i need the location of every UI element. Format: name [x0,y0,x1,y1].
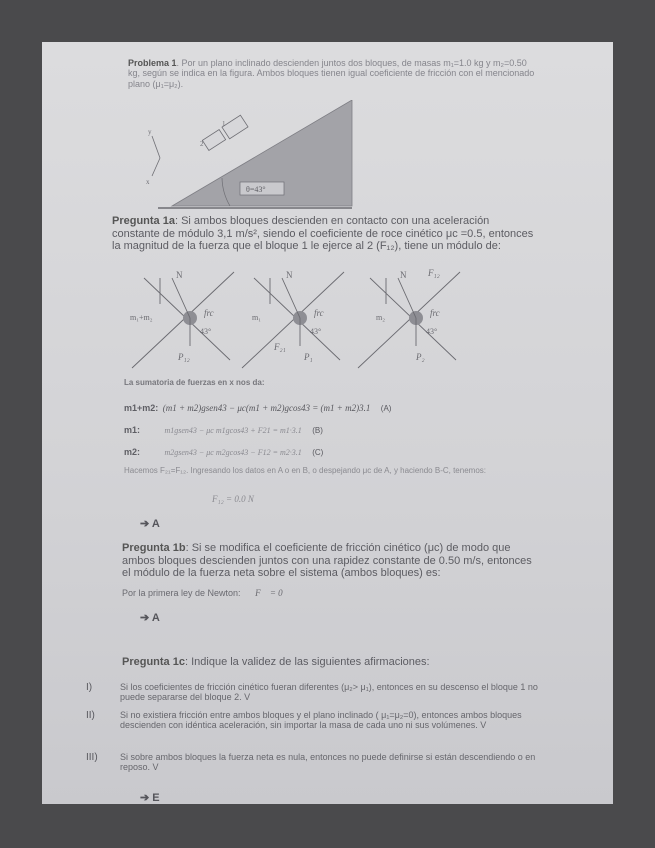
equation-2-expr: m1gsen43 − μc m1gcos43 + F21 = m1·3.1 [164,426,302,435]
sum-heading: La sumatoria de fuerzas en x nos da: [124,378,265,387]
incline-figure [138,100,378,220]
result-formula: F₁₂ = 0.0 N [212,494,254,504]
q1a-heading: Pregunta 1a [112,215,175,227]
q1b-answer: ➔ A [140,612,160,624]
fbd-3-normal: N [400,270,407,280]
fbd-2-friction: frc [314,308,324,318]
equation-1-expr: (m1 + m2)gsen43 − μc(m1 + m2)gcos43 = (m1 + m2)3.1 [162,403,371,413]
equation-row-1 [124,398,544,416]
q1c-paragraph: Pregunta 1c: Indique la validez de las siguientes afirmaciones: [122,656,430,668]
block-2-label: 2 [200,140,204,148]
fbd-2-normal: N [286,270,293,280]
q1c-item-3-text: Si sobre ambos bloques la fuerza neta es nula, entonces no puede definirse si están descendiendo o en reposo. V [120,752,536,773]
x-axis-label: x [146,178,150,186]
fbd-2-angle: 43° [310,327,322,336]
angle-label: θ=43° [246,185,266,194]
problem1-text: Por un plano inclinado descienden juntos dos bloques, de masas m₁=1.0 kg y m₂=0.50 kg, según se indica en la figura. Ambos bloques tienen igual coeficiente de fricción con el mencionado plano (μ₁=μ₂). [128,58,535,89]
q1a-answer: ➔ A [140,518,160,530]
fbd-2 [242,270,344,368]
problem1-heading: Problema 1 [128,58,177,68]
equation-3-label: m2: [124,447,141,457]
q1c-item-1-text: Si los coeficientes de fricción cinético fueran diferentes (μ₂> μ₁), entonces en su descenso el bloque 1 no puede separarse del bloque 2. V [120,682,538,703]
q1c-heading: Pregunta 1c [122,656,185,668]
q1c-item-1-num: I) [86,682,93,693]
q1c-item-2-num: II) [86,710,95,721]
equation-row-3 [124,442,544,460]
solve-text: Hacemos F₂₁=F₁₂. Ingresando los datos en A o en B, o despejando μc de A, y haciendo B-C, tenemos: [124,466,486,475]
fbd-1-angle: 43° [200,327,212,336]
x-axis [152,158,160,176]
q1a-paragraph: Pregunta 1a: Si ambos bloques descienden en contacto con una aceleración constante de módulo 3,1 m/s², siendo el coeficiente de roce cinético μc =0.5, entonces la magnitud de la fuerza que el bloque 1 le ejerce al 2 (F₁₂), tiene un módulo de: [112,215,534,253]
q1b-newton-row [122,588,290,598]
document-page [42,42,613,804]
equation-1-label: m1+m2: [124,403,159,413]
q1c-text: Indique la validez de las siguientes afirmaciones: [191,656,430,668]
equation-3-expr: m2gsen43 − μc m2gcos43 − F12 = m2·3.1 [164,448,302,457]
fbd-3-contact: F₁₂ [428,268,440,278]
fbd-2-mass: m₁ [252,313,262,322]
fbd-1 [130,270,234,368]
fbd-2-weight: P₁ [304,352,313,362]
q1c-item-3-num: III) [86,752,98,763]
y-axis-label: y [148,128,152,136]
q1b-text: Si se modifica el coeficiente de fricción cinético (μc) de modo que ambos bloques descienden juntos con una rapidez constante de 0.50 m/s, entonces el módulo de la fuerza neta sobre el sistema (ambos bloques) es: [122,542,532,580]
y-axis [152,136,160,158]
fbd-3 [358,268,460,368]
block-1-label: 1 [222,120,226,128]
fbd-1-weight: P₁₂ [178,352,190,362]
q1c-item-2-text: Si no existiera fricción entre ambos bloques y el plano inclinado ( μ₁=μ₂=0), entonces ambos bloques descienden con idéntica aceleración, sin importar la masa de cada uno ni sus volúmenes. V [120,710,522,731]
q1c-answer: ➔ E [140,792,160,804]
fbd-1-normal: N [176,270,183,280]
equation-2-label: m1: [124,425,141,435]
free-body-diagrams [130,264,480,374]
q1b-newton: Por la primera ley de Newton: [122,588,241,598]
equation-2-tag: (B) [312,426,323,435]
fbd-3-weight: P₂ [416,352,425,362]
fbd-3-angle: 43° [426,327,438,336]
equation-3-tag: (C) [312,448,324,457]
q1a-text: Si ambos bloques descienden en contacto con una aceleración constante de módulo 3,1 m/s², siendo el coeficiente de roce cinético μc =0.5, entonces la magnitud de la fuerza que el bloque 1 le ejerce al 2 (F₁₂), tiene un módulo de: [112,215,534,253]
block-1 [222,115,248,139]
problem1-paragraph: Problema 1. Por un plano inclinado descienden juntos dos bloques, de masas m₁=1.0 kg y m₂=0.50 kg, según se indica en la figura. Ambos bloques tienen igual coeficiente de fricción con el mencionado plano (μ₁=μ₂). [128,58,535,89]
fbd-1-mass: m₁+m₂ [130,313,153,322]
equation-row-2 [124,420,544,438]
block-2 [202,130,225,151]
q1b-heading: Pregunta 1b [122,542,186,554]
equation-1-tag: (A) [380,404,392,413]
fbd-2-contact: F₂₁ [274,342,286,352]
q1b-formula: F⃗ = 0⃗ [255,588,290,598]
fbd-1-friction: frc [204,308,214,318]
fbd-3-friction: frc [430,308,440,318]
fbd-3-mass: m₂ [376,313,386,322]
q1b-paragraph: Pregunta 1b: Si se modifica el coeficiente de fricción cinético (μc) de modo que ambos bloques descienden juntos con una rapidez constante de 0.50 m/s, entonces el módulo de la fuerza neta sobre el sistema (ambos bloques) es: [122,542,532,580]
